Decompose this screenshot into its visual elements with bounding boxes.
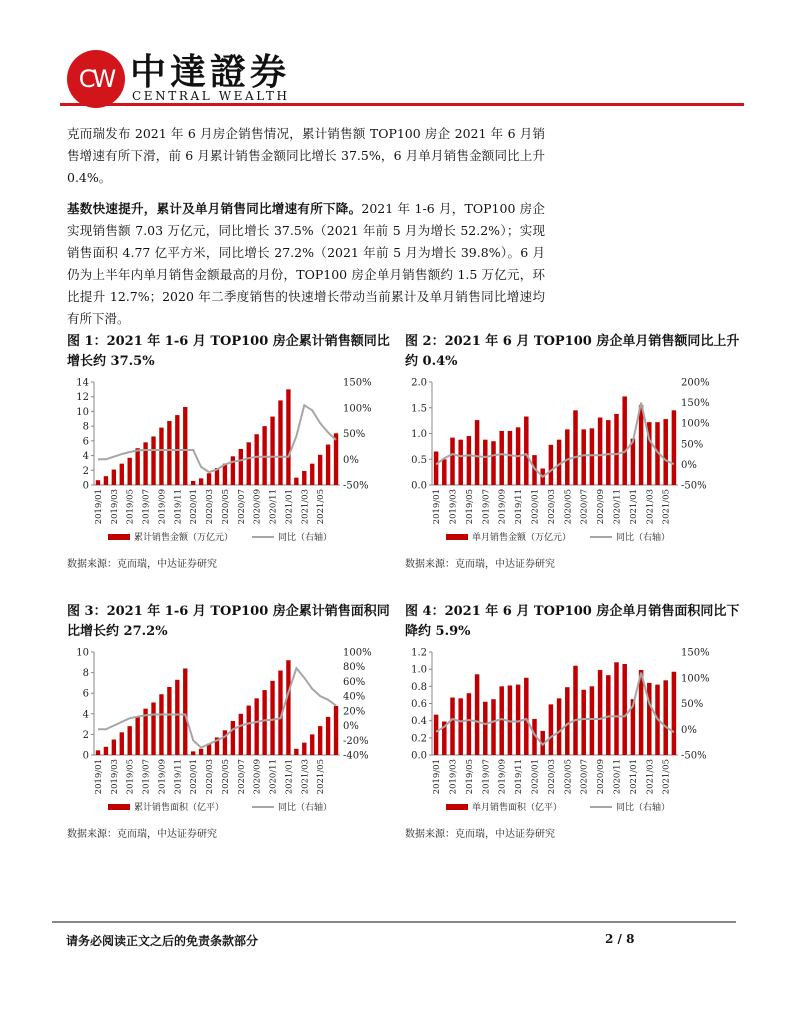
x-tick-label: 2019/11	[173, 489, 184, 525]
legend-bar-label: 累计销售金额（万亿元）	[134, 533, 234, 543]
x-tick-label: 2020/05	[563, 489, 574, 525]
x-tick-label: 2019/01	[93, 489, 104, 525]
left-tick-label: 0	[82, 480, 89, 492]
right-tick-label: -50%	[681, 750, 707, 762]
right-tick-label: 60%	[343, 676, 366, 688]
x-tick-label: 2020/03	[205, 759, 216, 795]
bar	[631, 439, 636, 485]
right-tick-label: 0%	[343, 721, 359, 733]
x-tick-label: 2020/03	[546, 759, 557, 795]
bar	[294, 478, 298, 485]
bar	[302, 743, 306, 755]
x-tick-label: 2019/03	[448, 759, 459, 795]
left-tick-label: 0.0	[411, 480, 427, 492]
bar	[326, 445, 330, 485]
bar	[96, 750, 100, 755]
bar	[278, 400, 282, 485]
page-number: 2 / 8	[605, 932, 635, 946]
x-tick-label: 2020/03	[205, 489, 216, 525]
footer-divider	[52, 921, 736, 923]
x-tick-label: 2021/03	[300, 489, 311, 525]
bar	[167, 687, 171, 755]
x-tick-label: 2021/05	[316, 489, 327, 525]
right-tick-label: 100%	[681, 673, 710, 685]
bar	[442, 459, 447, 485]
yoy-line	[98, 405, 336, 472]
x-tick-label: 2021/05	[661, 759, 672, 795]
bar	[239, 449, 243, 485]
x-tick-label: 2020/09	[596, 489, 607, 525]
bar	[557, 698, 562, 755]
bar	[262, 426, 266, 485]
bar	[135, 448, 139, 485]
bar	[450, 438, 455, 485]
bar	[598, 670, 603, 755]
bar	[159, 694, 163, 755]
x-tick-label: 2020/07	[236, 489, 247, 525]
bar	[183, 668, 187, 755]
bar	[254, 434, 258, 485]
x-tick-label: 2020/09	[252, 759, 263, 795]
figure-3-title: 图 3：2021 年 1-6 月 TOP100 房企累计销售面积同比增长约 27.2%	[67, 604, 390, 639]
figure-4-chart	[400, 642, 730, 818]
bar	[483, 440, 488, 485]
bar	[310, 734, 314, 755]
bar	[663, 419, 668, 485]
right-tick-label: 80%	[343, 662, 366, 674]
x-tick-label: 2019/03	[448, 489, 459, 525]
company-logo: CW	[67, 50, 125, 108]
x-tick-label: 2021/01	[284, 489, 295, 525]
bar	[191, 481, 195, 485]
x-tick-label: 2019/11	[514, 489, 525, 525]
legend-bar-swatch	[108, 534, 130, 540]
bar	[475, 674, 480, 755]
right-tick-label: 150%	[681, 647, 710, 659]
bar	[270, 417, 274, 485]
x-tick-label: 2020/03	[546, 489, 557, 525]
left-tick-label: 12	[76, 392, 89, 404]
x-tick-label: 2019/01	[432, 489, 443, 525]
bar	[663, 680, 668, 755]
left-tick-label: 0.4	[411, 716, 427, 728]
left-tick-label: 1.2	[411, 647, 427, 659]
x-tick-label: 2020/07	[236, 759, 247, 795]
bar	[499, 431, 504, 485]
bar	[450, 697, 455, 755]
figure-4-title: 图 4：2021 年 6 月 TOP100 房企单月销售面积同比下降约 5.9%	[405, 604, 740, 639]
legend-bar-swatch	[446, 534, 468, 540]
left-tick-label: 8	[82, 668, 89, 680]
right-tick-label: 0%	[681, 459, 697, 471]
x-tick-label: 2021/01	[284, 759, 295, 795]
x-tick-label: 2020/05	[220, 759, 231, 795]
bar	[573, 410, 578, 485]
x-tick-label: 2020/01	[189, 489, 200, 525]
left-tick-label: 0.0	[411, 750, 427, 762]
bar	[334, 706, 338, 755]
x-tick-label: 2020/11	[612, 489, 623, 525]
x-tick-label: 2019/05	[125, 489, 136, 525]
bar	[128, 726, 132, 755]
x-tick-label: 2020/11	[612, 759, 623, 795]
analysis-heading: 基数快速提升，累计及单月销售同比增速有所下降。	[67, 201, 362, 216]
left-tick-label: 0.6	[411, 699, 427, 710]
intro-paragraph: 克而瑞发布 2021 年 6 月房企销售情况，累计销售额 TOP100 房企 2021 年 6 月销售增速有所下滑，前 6 月累计销售金额同比增长 37.5%，6 月单月销售金额同比上升 0.4%。	[67, 126, 545, 185]
x-tick-label: 2020/05	[563, 759, 574, 795]
x-tick-label: 2019/01	[93, 759, 104, 795]
bar	[598, 418, 603, 485]
bar	[672, 410, 677, 485]
left-tick-label: 2	[82, 729, 89, 741]
x-tick-label: 2019/05	[464, 759, 475, 795]
bar	[549, 704, 554, 755]
x-tick-label: 2020/01	[189, 759, 200, 795]
right-tick-label: -50%	[343, 480, 369, 492]
bar	[120, 464, 124, 485]
left-tick-label: 1.0	[411, 664, 427, 676]
company-name-cn: 中達證券	[130, 52, 291, 93]
bar	[508, 431, 513, 485]
left-tick-label: 1.5	[411, 403, 427, 415]
left-tick-label: 2.0	[411, 377, 427, 389]
right-tick-label: 100%	[343, 403, 372, 415]
bar	[254, 698, 258, 755]
bar	[614, 414, 619, 485]
bar	[491, 441, 496, 485]
bar	[590, 686, 595, 755]
bar	[112, 470, 116, 485]
left-tick-label: 10	[76, 406, 89, 418]
bar	[270, 681, 274, 755]
legend-bar-label: 单月销售金额（万亿元）	[472, 533, 572, 543]
right-tick-label: 100%	[343, 647, 372, 659]
left-tick-label: 14	[76, 377, 89, 389]
figure-1-source: 数据来源：克而瑞，中达证券研究	[67, 559, 217, 570]
bar	[334, 433, 338, 485]
figure-2-chart	[400, 372, 730, 548]
bar	[581, 429, 586, 485]
legend-bar-swatch	[446, 804, 468, 810]
x-tick-label: 2020/11	[268, 759, 279, 795]
bar	[294, 749, 298, 755]
x-tick-label: 2019/09	[497, 489, 508, 525]
bar	[262, 690, 266, 755]
bar	[614, 662, 619, 755]
x-tick-label: 2021/01	[628, 489, 639, 525]
bar	[467, 693, 472, 755]
bar	[434, 452, 439, 485]
x-tick-label: 2020/09	[252, 489, 263, 525]
bar	[318, 726, 322, 755]
bar	[516, 685, 521, 755]
bar	[483, 702, 488, 755]
figure-3-source: 数据来源：克而瑞，中达证券研究	[67, 829, 217, 840]
right-tick-label: -20%	[343, 735, 369, 747]
bar	[565, 429, 570, 485]
company-name-en: CENTRAL WEALTH	[132, 89, 290, 103]
figure-1-title: 图 1：2021 年 1-6 月 TOP100 房企累计销售额同比增长约 37.5%	[67, 334, 390, 369]
bar	[167, 421, 171, 485]
right-tick-label: 200%	[681, 377, 710, 389]
bar	[128, 458, 132, 485]
bar	[96, 480, 100, 485]
bar	[151, 702, 155, 755]
x-tick-label: 2020/09	[596, 759, 607, 795]
bar	[175, 680, 179, 755]
bar	[606, 420, 611, 485]
yoy-line	[436, 673, 674, 745]
bar	[223, 464, 227, 485]
x-tick-label: 2019/07	[481, 489, 492, 525]
figure-2-source: 数据来源：克而瑞，中达证券研究	[405, 559, 555, 570]
right-tick-label: 100%	[681, 418, 710, 430]
legend-bar-label: 单月销售面积（亿平）	[472, 803, 563, 813]
bar	[318, 455, 322, 485]
left-tick-label: 2	[82, 465, 89, 477]
bar	[491, 699, 496, 755]
bar	[467, 436, 472, 485]
bar	[581, 690, 586, 755]
x-tick-label: 2020/01	[530, 759, 541, 795]
x-tick-label: 2019/09	[157, 759, 168, 795]
x-tick-label: 2019/09	[157, 489, 168, 525]
x-tick-label: 2019/11	[514, 759, 525, 795]
bar	[247, 706, 251, 755]
bar	[286, 660, 290, 755]
bar	[143, 442, 147, 485]
bar	[573, 666, 578, 755]
x-tick-label: 2019/07	[141, 759, 152, 795]
x-tick-label: 2019/09	[497, 759, 508, 795]
x-tick-label: 2020/07	[579, 759, 590, 795]
figure-1-chart	[62, 372, 392, 548]
bar	[622, 664, 627, 755]
bar	[199, 749, 203, 755]
bar	[112, 740, 116, 755]
left-tick-label: 0	[82, 750, 89, 762]
x-tick-label: 2019/05	[125, 759, 136, 795]
bar	[120, 732, 124, 755]
x-tick-label: 2021/03	[645, 489, 656, 525]
x-tick-label: 2021/05	[661, 489, 672, 525]
bar	[606, 675, 611, 755]
x-tick-label: 2019/07	[141, 489, 152, 525]
x-tick-label: 2019/05	[464, 489, 475, 525]
left-tick-label: 0.2	[411, 733, 427, 745]
right-tick-label: -50%	[681, 480, 707, 492]
bar	[135, 717, 139, 755]
x-tick-label: 2021/05	[316, 759, 327, 795]
x-tick-label: 2019/11	[173, 759, 184, 795]
left-tick-label: 6	[82, 688, 89, 700]
bar	[286, 389, 290, 485]
figure-3-chart	[62, 642, 392, 818]
right-tick-label: 0%	[681, 724, 697, 736]
x-tick-label: 2020/07	[579, 489, 590, 525]
legend-bar-swatch	[108, 804, 130, 810]
bar	[151, 436, 155, 485]
x-tick-label: 2020/05	[220, 489, 231, 525]
bar	[239, 714, 243, 755]
bar	[590, 428, 595, 485]
bar	[639, 405, 644, 485]
right-tick-label: -40%	[343, 750, 369, 762]
x-tick-label: 2019/03	[109, 489, 120, 525]
left-tick-label: 8	[82, 421, 89, 433]
bar	[524, 678, 529, 755]
bar	[231, 721, 235, 755]
bar	[302, 471, 306, 485]
left-tick-label: 4	[82, 709, 89, 721]
right-tick-label: 20%	[343, 706, 366, 718]
x-tick-label: 2019/07	[481, 759, 492, 795]
bar	[199, 478, 203, 485]
bar	[549, 445, 554, 485]
page-header	[0, 0, 791, 110]
legend-line-label: 同比（右轴）	[616, 803, 671, 813]
bar	[475, 420, 480, 485]
bar	[672, 672, 677, 755]
left-tick-label: 6	[82, 436, 89, 448]
left-tick-label: 0.8	[411, 681, 427, 693]
x-tick-label: 2021/03	[300, 759, 311, 795]
figure-2-title: 图 2：2021 年 6 月 TOP100 房企单月销售额同比上升约 0.4%	[405, 334, 740, 369]
legend-bar-label: 累计销售面积（亿平）	[134, 803, 225, 813]
analysis-paragraph	[67, 198, 545, 330]
right-tick-label: 0%	[343, 454, 359, 466]
yoy-line	[436, 403, 674, 477]
x-tick-label: 2021/03	[645, 759, 656, 795]
bar	[183, 407, 187, 485]
x-tick-label: 2019/03	[109, 759, 120, 795]
bar	[499, 686, 504, 755]
footer-disclaimer: 请务必阅读正文之后的免责条款部分	[66, 934, 259, 948]
bar	[622, 396, 627, 485]
yoy-line	[98, 668, 336, 747]
figure-4-source: 数据来源：克而瑞，中达证券研究	[405, 829, 555, 840]
bar	[104, 747, 108, 755]
right-tick-label: 150%	[681, 398, 710, 410]
right-tick-label: 50%	[681, 439, 704, 451]
left-tick-label: 4	[82, 451, 89, 463]
bar	[191, 751, 195, 755]
legend-line-label: 同比（右轴）	[616, 533, 671, 543]
left-tick-label: 1.0	[411, 429, 427, 440]
right-tick-label: 40%	[343, 691, 366, 703]
left-tick-label: 10	[76, 647, 89, 659]
x-tick-label: 2020/01	[530, 489, 541, 525]
analysis-body: 2021 年 1-6 月，TOP100 房企实现销售额 7.03 万亿元，同比增长 37.5%（2021 年前 5 月为增长 52.2%）；实现销售面积 4.77 亿平方米，同比增长 27.2%（2021 年前 5 月为增长 39.8%）。6 月仍为上半年内单月销售金额最高的月份，TOP100 房企单月销售额约 1.5 万亿元，环比提升 12.7%；2020 年二季度销售的快速增长带动当前累计及单月销售同比增速均有所下滑。	[67, 201, 545, 326]
bar	[458, 698, 463, 755]
legend-line-label: 同比（右轴）	[278, 803, 333, 813]
bar	[565, 687, 570, 755]
bar	[524, 417, 529, 485]
bar	[310, 464, 314, 485]
bar	[247, 442, 251, 485]
bar	[104, 476, 108, 485]
x-tick-label: 2019/01	[432, 759, 443, 795]
right-tick-label: 150%	[343, 377, 372, 389]
legend-line-label: 同比（右轴）	[278, 533, 333, 543]
bar	[159, 428, 163, 485]
bar	[434, 715, 439, 755]
header-divider	[60, 103, 744, 106]
right-tick-label: 50%	[343, 429, 366, 440]
bar	[207, 473, 211, 485]
x-tick-label: 2021/01	[628, 759, 639, 795]
bar	[458, 440, 463, 485]
right-tick-label: 50%	[681, 699, 704, 710]
left-tick-label: 0.5	[411, 454, 427, 466]
bar	[326, 717, 330, 755]
x-tick-label: 2020/11	[268, 489, 279, 525]
